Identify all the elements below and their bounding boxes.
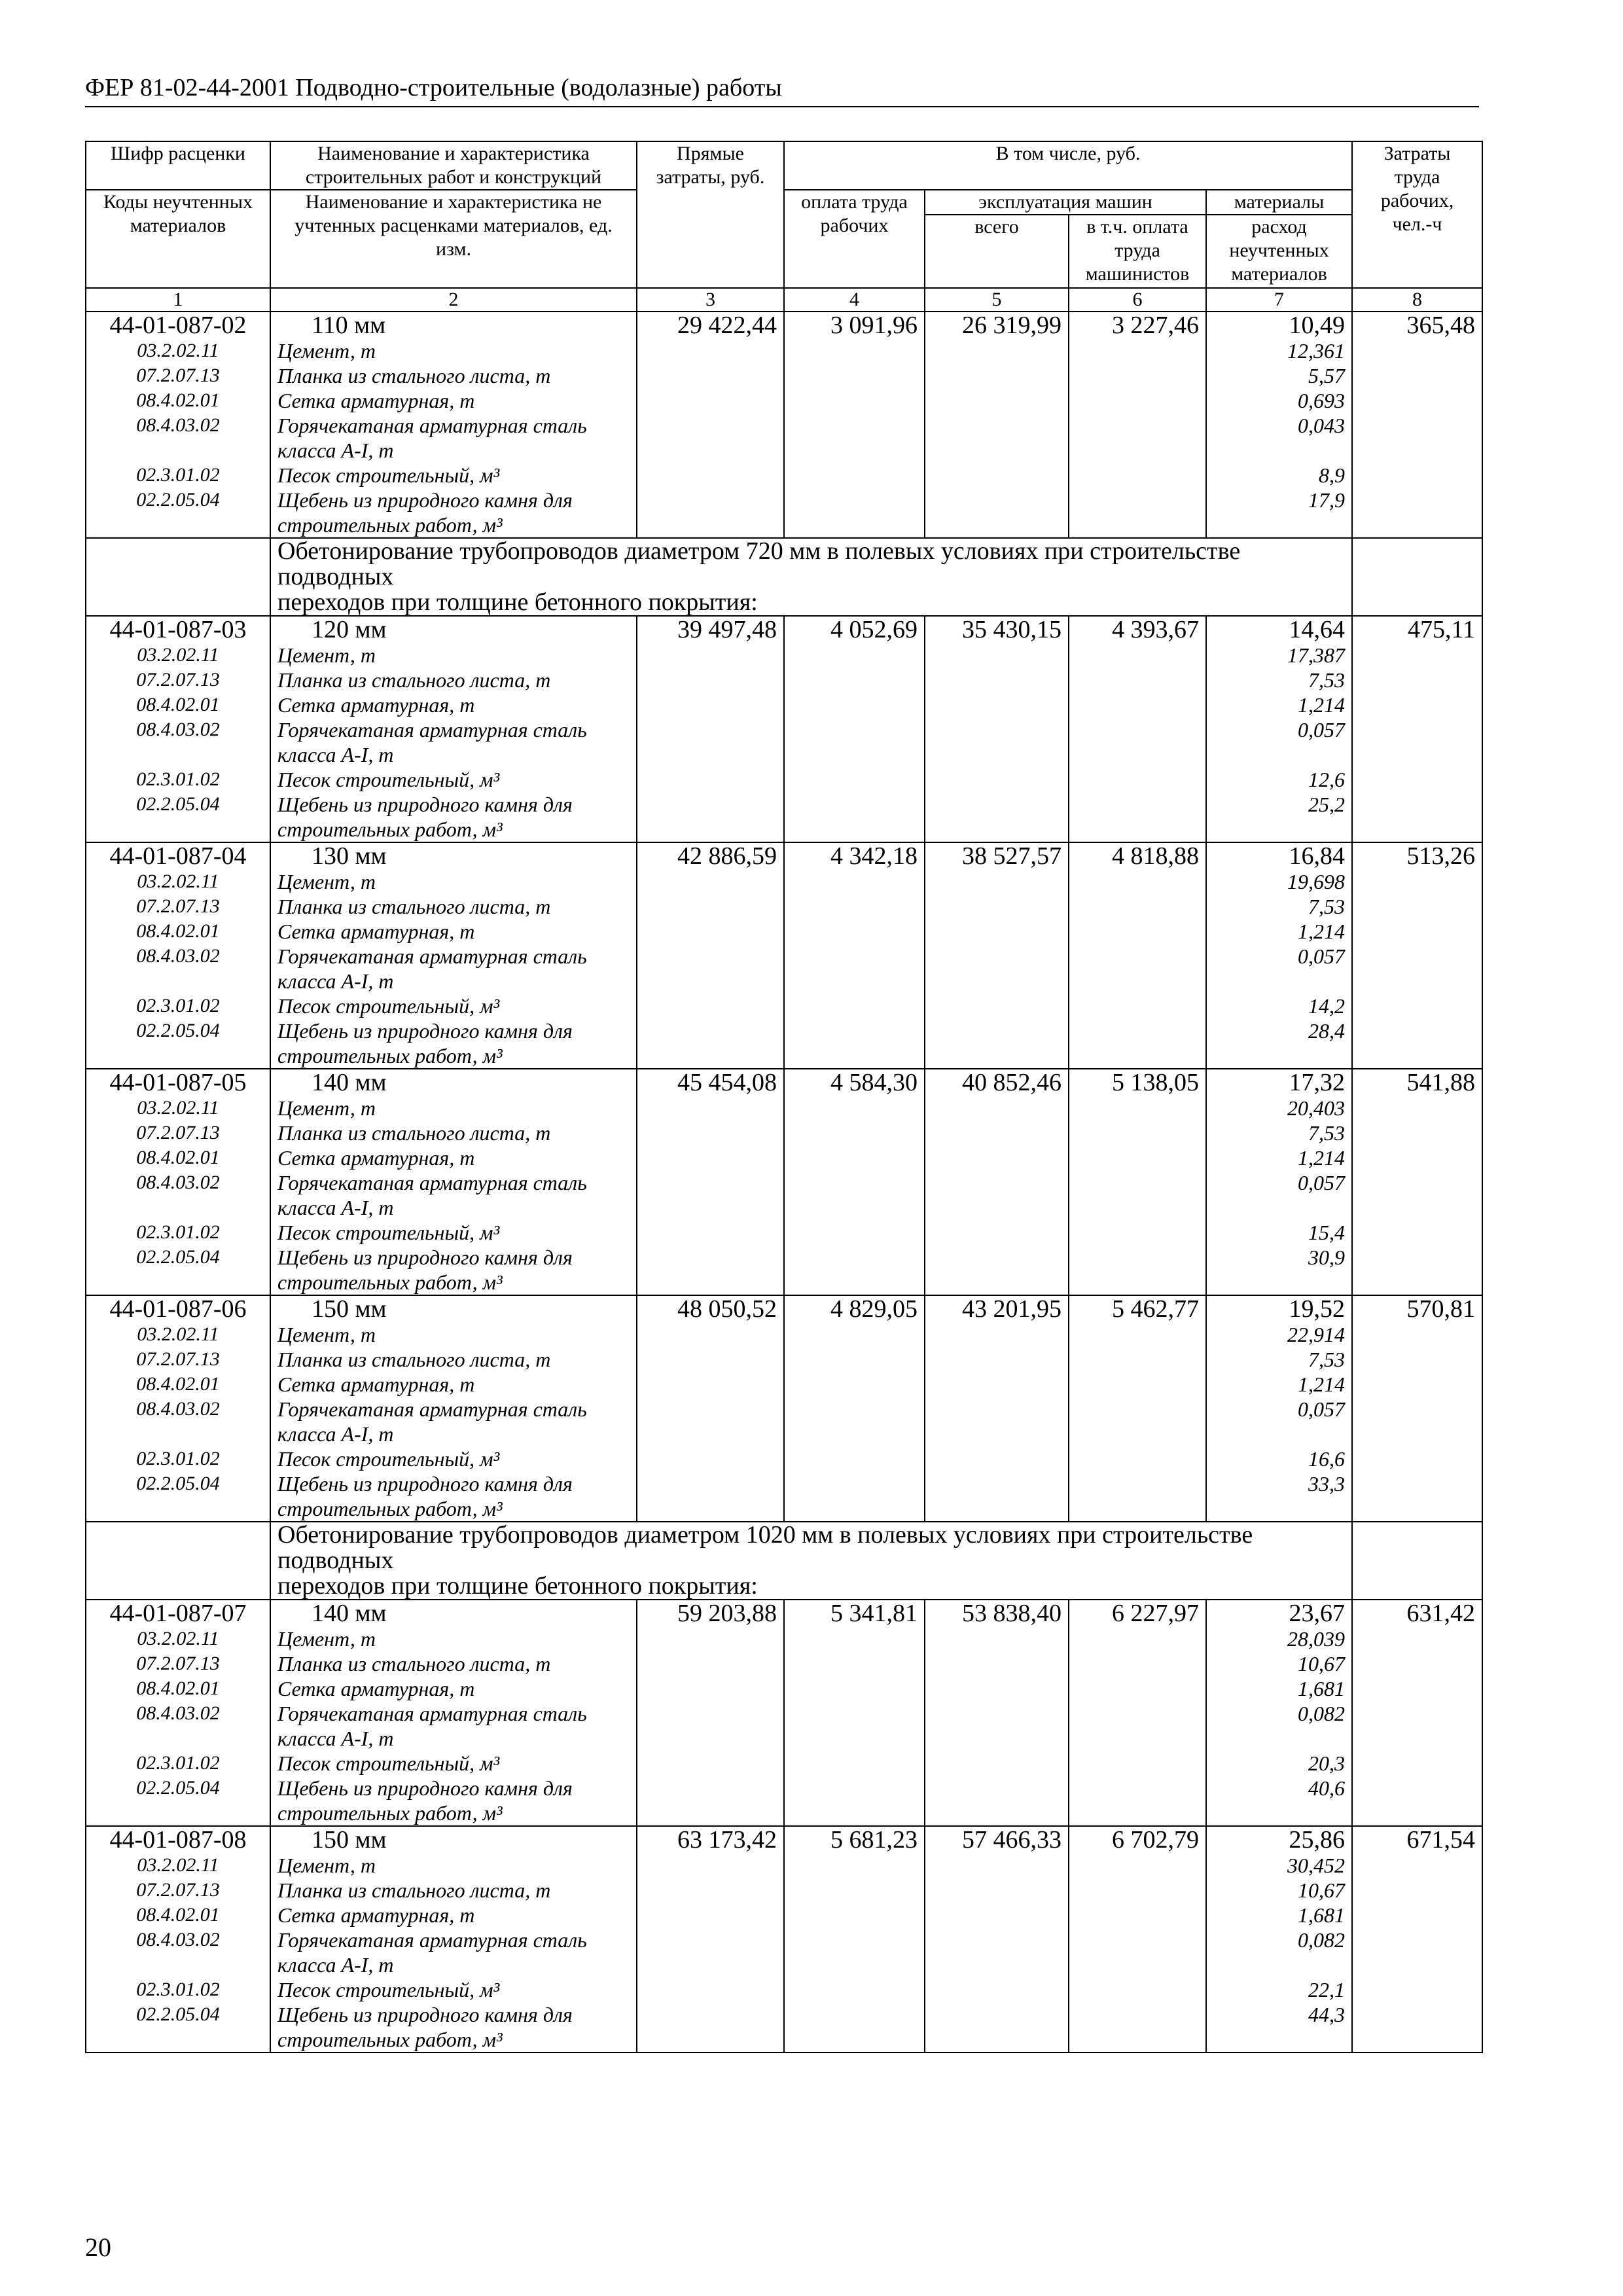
table-row	[86, 616, 1482, 842]
value-mat-qty: 14,64	[1289, 616, 1346, 643]
materials-cell	[1206, 1069, 1352, 1295]
value-labor: 5 341,81	[784, 1600, 925, 1826]
value-hours: 541,88	[1352, 1069, 1482, 1295]
material-code: 03.2.02.11	[137, 644, 219, 666]
material-code: 03.2.02.11	[137, 1097, 219, 1119]
material-name: Сетка арматурная, т	[277, 1677, 475, 1700]
material-name: Щебень из природного камня для	[277, 1776, 573, 1800]
material-name-cont: класса А-I, т	[277, 743, 394, 766]
material-qty: 7,53	[1308, 895, 1346, 918]
material-name: Щебень из природного камня для	[277, 2003, 573, 2026]
material-name: Планка из стального листа, т	[277, 1121, 551, 1145]
value-hours: 631,42	[1352, 1600, 1482, 1826]
material-qty: 1,681	[1298, 1903, 1346, 1927]
section-title-line: переходов при толщине бетонного покрытия:	[277, 1572, 758, 1600]
material-name: Горячекатаная арматурная сталь	[277, 414, 587, 437]
price-table	[85, 141, 1483, 2053]
spacer	[93, 1496, 263, 1521]
materials-cell	[1206, 312, 1352, 538]
spacer	[93, 969, 263, 994]
material-code: 08.4.02.01	[136, 1373, 220, 1395]
col-head-code: Шифр расценки	[86, 141, 270, 190]
material-name: Щебень из природного камня для	[277, 1472, 573, 1496]
spacer	[93, 512, 263, 537]
material-name: Горячекатаная арматурная сталь	[277, 1171, 587, 1194]
rate-code: 44-01-087-02	[109, 312, 247, 339]
col-head-work: Наименование и характеристика строительных работ и конструкций	[270, 141, 637, 190]
material-name-cont: строительных работ, м³	[277, 817, 503, 841]
rate-code: 44-01-087-05	[109, 1069, 247, 1096]
value-mach-total: 43 201,95	[925, 1295, 1069, 1522]
table-body	[86, 312, 1482, 2053]
value-hours: 671,54	[1352, 1826, 1482, 2053]
material-name: Планка из стального листа, т	[277, 364, 551, 387]
col-head-materials: материалы	[1206, 190, 1352, 215]
spacer	[1213, 2027, 1345, 2052]
material-name: Планка из стального листа, т	[277, 668, 551, 692]
spacer	[93, 438, 263, 463]
spacer	[93, 1043, 263, 1068]
page-header-title: ФЕР 81-02-44-2001 Подводно-строительные (водолазные) работы	[85, 73, 1479, 107]
material-name: Цемент, т	[277, 1096, 376, 1120]
material-name: Щебень из природного камня для	[277, 1019, 573, 1043]
spacer	[1213, 969, 1345, 994]
material-name: Песок строительный, м³	[277, 994, 500, 1018]
material-code: 03.2.02.11	[137, 1323, 219, 1345]
rate-code: 44-01-087-06	[109, 1295, 247, 1323]
col-head-mat-qty: расход неучтенных материалов	[1206, 215, 1352, 288]
material-name: Горячекатаная арматурная сталь	[277, 1397, 587, 1421]
material-name: Планка из стального листа, т	[277, 895, 551, 918]
material-qty: 28,4	[1308, 1019, 1346, 1043]
spacer	[93, 1952, 263, 1977]
spacer	[1213, 1195, 1345, 1220]
material-name: Песок строительный, м³	[277, 463, 500, 487]
col-head-mach-total: всего	[925, 215, 1069, 288]
material-name: Горячекатаная арматурная сталь	[277, 944, 587, 968]
material-name: Цемент, т	[277, 1854, 376, 1877]
column-number: 5	[925, 288, 1069, 312]
material-name: Цемент, т	[277, 870, 376, 893]
material-qty: 40,6	[1308, 1776, 1346, 1800]
material-qty: 10,67	[1298, 1652, 1346, 1676]
value-mat-qty: 16,84	[1289, 842, 1346, 870]
code-cell	[86, 1600, 270, 1826]
value-direct: 45 454,08	[637, 1069, 784, 1295]
material-code: 08.4.03.02	[136, 414, 220, 436]
value-direct: 29 422,44	[637, 312, 784, 538]
materials-cell	[1206, 1826, 1352, 2053]
material-name: Щебень из природного камня для	[277, 1246, 573, 1269]
table-row	[86, 1069, 1482, 1295]
spacer	[93, 817, 263, 842]
material-qty: 44,3	[1308, 2003, 1346, 2026]
code-cell	[86, 616, 270, 842]
code-cell	[86, 1069, 270, 1295]
material-name: Песок строительный, м³	[277, 1751, 500, 1775]
spacer	[1213, 1952, 1345, 1977]
spacer	[1213, 817, 1345, 842]
material-name-cont: строительных работ, м³	[277, 1270, 503, 1294]
value-mach-total: 57 466,33	[925, 1826, 1069, 2053]
material-name: Песок строительный, м³	[277, 768, 500, 791]
value-mach-total: 38 527,57	[925, 842, 1069, 1069]
material-name: Песок строительный, м³	[277, 1221, 500, 1244]
column-number: 1	[86, 288, 270, 312]
material-code: 08.4.03.02	[136, 1929, 220, 1950]
value-mach-labor: 5 462,77	[1069, 1295, 1206, 1522]
value-mat-qty: 25,86	[1289, 1826, 1346, 1854]
work-name: 140 мм	[312, 1069, 387, 1096]
material-qty: 1,214	[1298, 1372, 1346, 1396]
value-mach-total: 53 838,40	[925, 1600, 1069, 1826]
value-direct: 63 173,42	[637, 1826, 784, 2053]
material-name-cont: строительных работ, м³	[277, 1801, 503, 1825]
material-name: Сетка арматурная, т	[277, 1903, 475, 1927]
value-mach-total: 26 319,99	[925, 312, 1069, 538]
table-row	[86, 312, 1482, 538]
spacer	[93, 1195, 263, 1220]
name-cell	[270, 842, 637, 1069]
materials-cell	[1206, 1600, 1352, 1826]
material-code: 02.3.01.02	[136, 1448, 220, 1469]
code-cell	[86, 842, 270, 1069]
material-name: Песок строительный, м³	[277, 1978, 500, 2001]
table-row	[86, 842, 1482, 1069]
value-mach-labor: 4 818,88	[1069, 842, 1206, 1069]
section-spacer	[86, 538, 270, 616]
material-name-cont: строительных работ, м³	[277, 513, 503, 537]
work-name: 110 мм	[312, 312, 386, 339]
work-name: 150 мм	[312, 1826, 387, 1854]
material-qty: 22,914	[1287, 1323, 1346, 1346]
code-cell	[86, 312, 270, 538]
page-number: 20	[85, 2233, 111, 2262]
table-row	[86, 1295, 1482, 1522]
material-name-cont: класса А-I, т	[277, 1727, 394, 1750]
material-name: Сетка арматурная, т	[277, 920, 475, 943]
material-name: Сетка арматурная, т	[277, 693, 475, 717]
material-qty: 8,9	[1319, 463, 1346, 487]
material-code: 07.2.07.13	[136, 1653, 220, 1674]
material-name-cont: класса А-I, т	[277, 1422, 394, 1446]
material-qty: 30,9	[1308, 1246, 1346, 1269]
value-hours: 570,81	[1352, 1295, 1482, 1522]
material-name: Горячекатаная арматурная сталь	[277, 1928, 587, 1952]
material-code: 08.4.02.01	[136, 920, 220, 942]
column-number: 2	[270, 288, 637, 312]
value-labor: 4 052,69	[784, 616, 925, 842]
material-name: Сетка арматурная, т	[277, 389, 475, 412]
value-mat-qty: 17,32	[1289, 1069, 1346, 1096]
material-name: Горячекатаная арматурная сталь	[277, 718, 587, 742]
material-qty: 25,2	[1308, 793, 1346, 816]
spacer	[1213, 1726, 1345, 1751]
material-code: 02.3.01.02	[136, 1752, 220, 1774]
value-mat-qty: 10,49	[1289, 312, 1346, 339]
value-mach-labor: 6 702,79	[1069, 1826, 1206, 2053]
section-title-line: Обетонирование трубопроводов диаметром 1020 мм в полевых условиях при строительстве подводных	[277, 1521, 1253, 1574]
material-qty: 16,6	[1308, 1447, 1346, 1471]
work-name: 130 мм	[312, 842, 387, 870]
material-code: 08.4.03.02	[136, 1172, 220, 1193]
material-code: 07.2.07.13	[136, 1122, 220, 1143]
value-direct: 39 497,48	[637, 616, 784, 842]
column-numbers-row	[86, 288, 1482, 312]
work-name: 140 мм	[312, 1600, 387, 1627]
material-name-cont: строительных работ, м³	[277, 1497, 503, 1520]
value-direct: 42 886,59	[637, 842, 784, 1069]
material-code: 02.3.01.02	[136, 1221, 220, 1243]
rate-code: 44-01-087-03	[109, 616, 247, 643]
material-qty: 15,4	[1308, 1221, 1346, 1244]
value-mach-labor: 6 227,97	[1069, 1600, 1206, 1826]
section-title-line: переходов при толщине бетонного покрытия:	[277, 588, 758, 616]
material-code: 07.2.07.13	[136, 1348, 220, 1370]
spacer	[1213, 1422, 1345, 1446]
material-name: Щебень из природного камня для	[277, 793, 573, 816]
col-head-labor: оплата труда рабочих	[784, 190, 925, 288]
value-mach-labor: 4 393,67	[1069, 616, 1206, 842]
work-name: 150 мм	[312, 1295, 387, 1323]
section-header-row	[86, 1522, 1482, 1600]
material-qty: 33,3	[1308, 1472, 1346, 1496]
col-head-machines: эксплуатация машин	[925, 190, 1206, 215]
col-head-hours: Затраты труда рабочих, чел.-ч	[1352, 141, 1482, 288]
material-code: 07.2.07.13	[136, 365, 220, 386]
column-number: 7	[1206, 288, 1352, 312]
rate-code: 44-01-087-04	[109, 842, 247, 870]
value-labor: 4 829,05	[784, 1295, 925, 1522]
material-qty: 1,214	[1298, 693, 1346, 717]
material-qty: 14,2	[1308, 994, 1346, 1018]
spacer	[1213, 1496, 1345, 1521]
material-name: Песок строительный, м³	[277, 1447, 500, 1471]
material-code: 02.3.01.02	[136, 464, 220, 486]
col-head-incl: В том числе, руб.	[784, 141, 1352, 190]
materials-cell	[1206, 842, 1352, 1069]
material-qty: 0,082	[1298, 1702, 1346, 1725]
material-code: 02.2.05.04	[136, 1777, 220, 1799]
material-code: 03.2.02.11	[137, 340, 219, 361]
table-row	[86, 1600, 1482, 1826]
material-code: 02.2.05.04	[136, 1020, 220, 1041]
value-mach-labor: 5 138,05	[1069, 1069, 1206, 1295]
material-code: 03.2.02.11	[137, 870, 219, 892]
col-head-mach-labor: в т.ч. оплата труда машинистов	[1069, 215, 1206, 288]
material-qty: 0,693	[1298, 389, 1346, 412]
section-spacer	[86, 1522, 270, 1600]
column-number: 4	[784, 288, 925, 312]
value-mat-qty: 19,52	[1289, 1295, 1346, 1323]
spacer	[1213, 1801, 1345, 1825]
material-code: 02.2.05.04	[136, 489, 220, 511]
value-hours: 365,48	[1352, 312, 1482, 538]
spacer	[93, 1270, 263, 1295]
value-hours: 475,11	[1352, 616, 1482, 842]
material-qty: 0,082	[1298, 1928, 1346, 1952]
section-spacer	[1352, 1522, 1482, 1600]
value-mach-total: 40 852,46	[925, 1069, 1069, 1295]
col-head-mat-code: Коды неучтенных материалов	[86, 190, 270, 288]
material-code: 08.4.02.01	[136, 389, 220, 411]
material-code: 03.2.02.11	[137, 1628, 219, 1649]
material-name: Планка из стального листа, т	[277, 1652, 551, 1676]
spacer	[1213, 742, 1345, 767]
material-name-cont: строительных работ, м³	[277, 1044, 503, 1067]
material-qty: 19,698	[1287, 870, 1346, 893]
value-mach-total: 35 430,15	[925, 616, 1069, 842]
material-name: Сетка арматурная, т	[277, 1372, 475, 1396]
material-code: 02.3.01.02	[136, 768, 220, 790]
col-head-direct: Прямые затраты, руб.	[637, 141, 784, 288]
material-code: 03.2.02.11	[137, 1854, 219, 1876]
name-cell	[270, 1600, 637, 1826]
material-qty: 12,361	[1287, 339, 1346, 363]
material-code: 08.4.03.02	[136, 1702, 220, 1724]
value-mach-labor: 3 227,46	[1069, 312, 1206, 538]
material-qty: 7,53	[1308, 1348, 1346, 1371]
material-code: 02.3.01.02	[136, 995, 220, 1016]
material-code: 07.2.07.13	[136, 669, 220, 691]
rate-code: 44-01-087-08	[109, 1826, 247, 1854]
material-name: Цемент, т	[277, 643, 376, 667]
material-code: 07.2.07.13	[136, 895, 220, 917]
material-qty: 20,403	[1287, 1096, 1346, 1120]
value-hours: 513,26	[1352, 842, 1482, 1069]
material-code: 07.2.07.13	[136, 1879, 220, 1901]
material-name: Цемент, т	[277, 1323, 376, 1346]
section-title	[270, 1522, 1352, 1600]
column-number: 6	[1069, 288, 1206, 312]
material-code: 02.2.05.04	[136, 1246, 220, 1268]
value-labor: 5 681,23	[784, 1826, 925, 2053]
code-cell	[86, 1826, 270, 2053]
column-number: 8	[1352, 288, 1482, 312]
material-qty: 0,057	[1298, 1397, 1346, 1421]
value-direct: 48 050,52	[637, 1295, 784, 1522]
material-name-cont: класса А-I, т	[277, 969, 394, 993]
material-code: 02.2.05.04	[136, 793, 220, 815]
material-code: 02.2.05.04	[136, 1473, 220, 1494]
material-qty: 28,039	[1287, 1627, 1346, 1651]
material-qty: 10,67	[1298, 1878, 1346, 1902]
table-row	[86, 1826, 1482, 2053]
spacer	[93, 2027, 263, 2052]
spacer	[1213, 1043, 1345, 1068]
material-qty: 12,6	[1308, 768, 1346, 791]
section-title-line: Обетонирование трубопроводов диаметром 720 мм в полевых условиях при строительстве подводных	[277, 537, 1241, 590]
material-code: 08.4.02.01	[136, 1147, 220, 1168]
value-labor: 4 342,18	[784, 842, 925, 1069]
spacer	[93, 1801, 263, 1825]
material-qty: 1,681	[1298, 1677, 1346, 1700]
material-qty: 7,53	[1308, 668, 1346, 692]
section-title	[270, 538, 1352, 616]
name-cell	[270, 616, 637, 842]
material-qty: 17,387	[1287, 643, 1346, 667]
material-name: Планка из стального листа, т	[277, 1348, 551, 1371]
material-code: 02.3.01.02	[136, 1979, 220, 2000]
material-qty: 17,9	[1308, 488, 1346, 512]
column-number: 3	[637, 288, 784, 312]
material-code: 08.4.03.02	[136, 719, 220, 740]
name-cell	[270, 1295, 637, 1522]
name-cell	[270, 1826, 637, 2053]
rate-code: 44-01-087-07	[109, 1600, 247, 1627]
material-name: Щебень из природного камня для	[277, 488, 573, 512]
material-name-cont: класса А-I, т	[277, 1196, 394, 1219]
material-qty: 5,57	[1308, 364, 1346, 387]
material-qty: 22,1	[1308, 1978, 1346, 2001]
table-head	[86, 141, 1482, 312]
code-cell	[86, 1295, 270, 1522]
material-qty: 1,214	[1298, 920, 1346, 943]
material-qty: 0,057	[1298, 1171, 1346, 1194]
spacer	[93, 1726, 263, 1751]
spacer	[1213, 1270, 1345, 1295]
value-mat-qty: 23,67	[1289, 1600, 1346, 1627]
name-cell	[270, 312, 637, 538]
material-name: Планка из стального листа, т	[277, 1878, 551, 1902]
value-labor: 4 584,30	[784, 1069, 925, 1295]
materials-cell	[1206, 616, 1352, 842]
name-cell	[270, 1069, 637, 1295]
spacer	[93, 1422, 263, 1446]
material-name: Цемент, т	[277, 1627, 376, 1651]
material-name-cont: класса А-I, т	[277, 1953, 394, 1977]
material-qty: 20,3	[1308, 1751, 1346, 1775]
material-qty: 7,53	[1308, 1121, 1346, 1145]
material-name-cont: класса А-I, т	[277, 439, 394, 462]
material-name: Горячекатаная арматурная сталь	[277, 1702, 587, 1725]
work-name: 120 мм	[312, 616, 387, 643]
material-qty: 1,214	[1298, 1146, 1346, 1170]
material-qty: 0,043	[1298, 414, 1346, 437]
section-spacer	[1352, 538, 1482, 616]
material-code: 02.2.05.04	[136, 2003, 220, 2025]
material-code: 08.4.03.02	[136, 1398, 220, 1420]
col-head-mat-name: Наименование и характеристика не учтенных расценками материалов, ед. изм.	[270, 190, 637, 288]
spacer	[1213, 512, 1345, 537]
material-name: Сетка арматурная, т	[277, 1146, 475, 1170]
section-header-row	[86, 538, 1482, 616]
value-labor: 3 091,96	[784, 312, 925, 538]
material-code: 08.4.02.01	[136, 694, 220, 715]
material-qty: 0,057	[1298, 718, 1346, 742]
material-code: 08.4.02.01	[136, 1677, 220, 1699]
material-name-cont: строительных работ, м³	[277, 2028, 503, 2051]
spacer	[93, 742, 263, 767]
material-qty: 30,452	[1287, 1854, 1346, 1877]
material-code: 08.4.02.01	[136, 1904, 220, 1926]
spacer	[1213, 438, 1345, 463]
material-name: Цемент, т	[277, 339, 376, 363]
materials-cell	[1206, 1295, 1352, 1522]
value-direct: 59 203,88	[637, 1600, 784, 1826]
material-code: 08.4.03.02	[136, 945, 220, 967]
material-qty: 0,057	[1298, 944, 1346, 968]
